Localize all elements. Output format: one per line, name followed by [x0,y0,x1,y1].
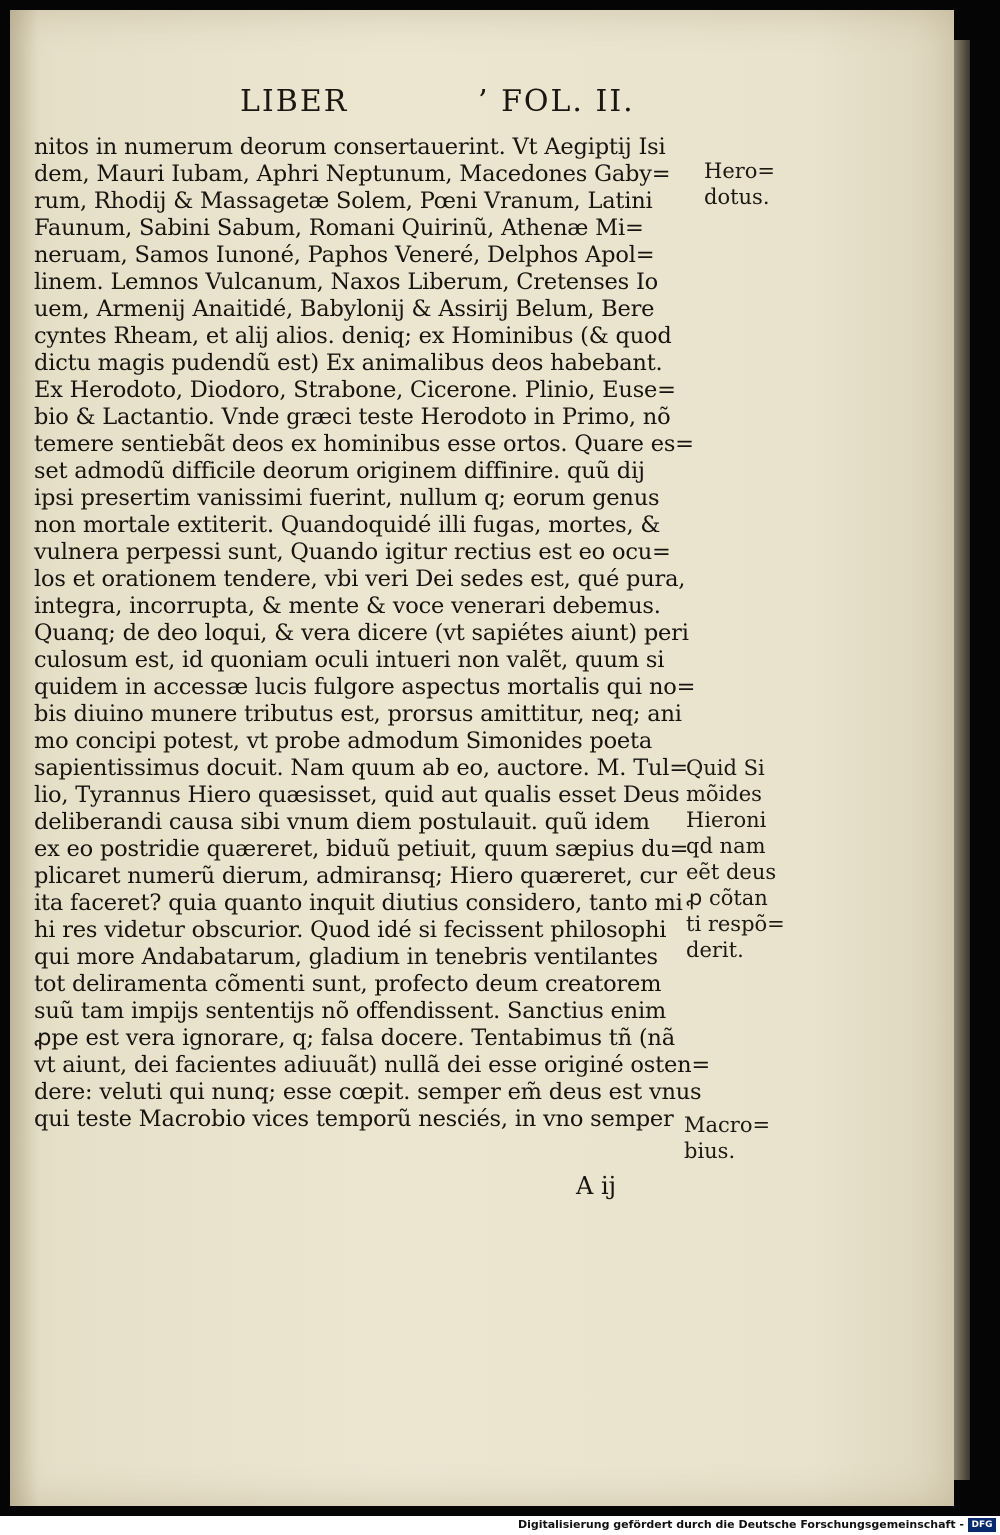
text-line: vt aiunt, dei facientes adiuuãt) nullã dei esse originé osten= [34,1052,711,1078]
text-line: cyntes Rheam, et alij alios. deniq; ex Hominibus (& quod [34,323,672,349]
text-line: ipsi presertim vanissimi fuerint, nullum q; eorum genus [34,485,660,511]
text-line: set admodũ difficile deorum originem diffinire. quũ dij [34,458,645,484]
header-left: LIBER [240,84,349,119]
text-line: qui more Andabatarum, gladium in tenebris ventilantes [34,944,658,970]
text-line: integra, incorrupta, & mente & voce venerari debemus. [34,593,661,619]
text-line: bio & Lactantio. Vnde græci teste Herodoto in Primo, nõ [34,404,671,430]
text-line: los et orationem tendere, vbi veri Dei sedes est, qué pura, [34,566,686,592]
signature-mark: A ij [576,1172,617,1200]
main-text-block [34,134,711,1133]
text-line: culosum est, id quoniam oculi intueri non valẽt, quum si [34,647,665,673]
text-line: linem. Lemnos Vulcanum, Naxos Liberum, Cretenses Io [34,269,659,295]
margin-note-line: bius. [684,1139,736,1163]
text-line: Quanq; de deo loqui, & vera dicere (vt sapiétes aiunt) peri [34,620,689,646]
margin-note-line: ti respõ= [686,912,785,936]
margin-note-line: mõides [686,782,762,806]
text-line: uem, Armenij Anaitidé, Babylonij & Assirij Belum, Bere [34,296,655,322]
text-line: dere: veluti qui nunq; esse cœpit. semper em̃ deus est vnus [34,1079,702,1105]
header-right: ’ FOL. II. [478,84,635,119]
text-line: dictu magis pudendũ est) Ex animalibus deos habebant. [34,350,663,376]
text-line: vulnera perpessi sunt, Quando igitur rectius est eo ocu= [34,539,671,565]
page-edge [954,40,970,1480]
text-line: mo concipi potest, vt probe admodum Simonides poeta [34,728,653,754]
margin-note-line: Macro= [684,1113,771,1137]
running-header [240,84,640,124]
text-line: rum, Rhodij & Massagetæ Solem, Pœni Vranum, Latini [34,188,653,214]
margin-note-line: Hero= [704,159,776,183]
text-line: Faunum, Sabini Sabum, Romani Quirinũ, Athenæ Mi= [34,215,644,241]
text-line: tot deliramenta cõmenti sunt, profecto deum creatorem [34,971,662,997]
margin-note-herodotus [704,158,775,210]
text-line: plicaret numerũ dierum, admiransq; Hiero quæreret, cur [34,863,677,889]
margin-note-line: eẽt deus [686,860,777,884]
text-line: quidem in accessæ lucis fulgore aspectus mortalis qui no= [34,674,696,700]
text-line: temere sentiebãt deos ex hominibus esse ortos. Quare es= [34,431,694,457]
margin-note-line: qd nam [686,834,766,858]
text-line: sapientissimus docuit. Nam quum ab eo, auctore. M. Tul= [34,755,688,781]
margin-note-line: Quid Si [686,756,765,780]
text-line: ex eo postridie quæreret, biduũ petiuit, quum sæpius du= [34,836,689,862]
text-line: suũ tam impijs sententijs nõ offendissent. Sanctius enim [34,998,667,1024]
text-line: bis diuino munere tributus est, prorsus amittitur, neq; ani [34,701,682,727]
text-line: lio, Tyrannus Hiero quæsisset, quid aut qualis esset Deus [34,782,680,808]
text-line: qui teste Macrobio vices temporũ nesciés, in vno semper [34,1106,674,1132]
footer-bar [0,1516,1000,1535]
text-line: neruam, Samos Iunoné, Paphos Veneré, Delphos Apol= [34,242,655,268]
margin-note-line: dotus. [704,185,770,209]
margin-note-macrobius [684,1112,770,1164]
text-line: hi res videtur obscurior. Quod idé si fecissent philosophi [34,917,667,943]
funding-credit: Digitalisierung gefördert durch die Deutsche Forschungsgemeinschaft - [517,1518,964,1531]
text-line: ita faceret? quia quanto inquit diutius considero, tanto mi [34,890,683,916]
margin-note-line: derit. [686,938,744,962]
text-line: ꝓpe est vera ignorare, q; falsa docere. Tentabimus tñ (nã [34,1025,675,1051]
text-line: nitos in numerum deorum consertauerint. Vt Aegiptij Isi [34,134,666,160]
dfg-logo: DFG [968,1518,996,1532]
text-line: deliberandi causa sibi vnum diem postulauit. quũ idem [34,809,650,835]
text-line: non mortale extiterit. Quandoquidé illi fugas, mortes, & [34,512,661,538]
text-line: dem, Mauri Iubam, Aphri Neptunum, Macedones Gaby= [34,161,671,187]
text-line: Ex Herodoto, Diodoro, Strabone, Cicerone. Plinio, Euse= [34,377,676,403]
margin-note-line: ꝓ cõtan [686,886,768,910]
margin-note-line: Hieroni [686,808,767,832]
margin-note-simonides [686,755,785,963]
